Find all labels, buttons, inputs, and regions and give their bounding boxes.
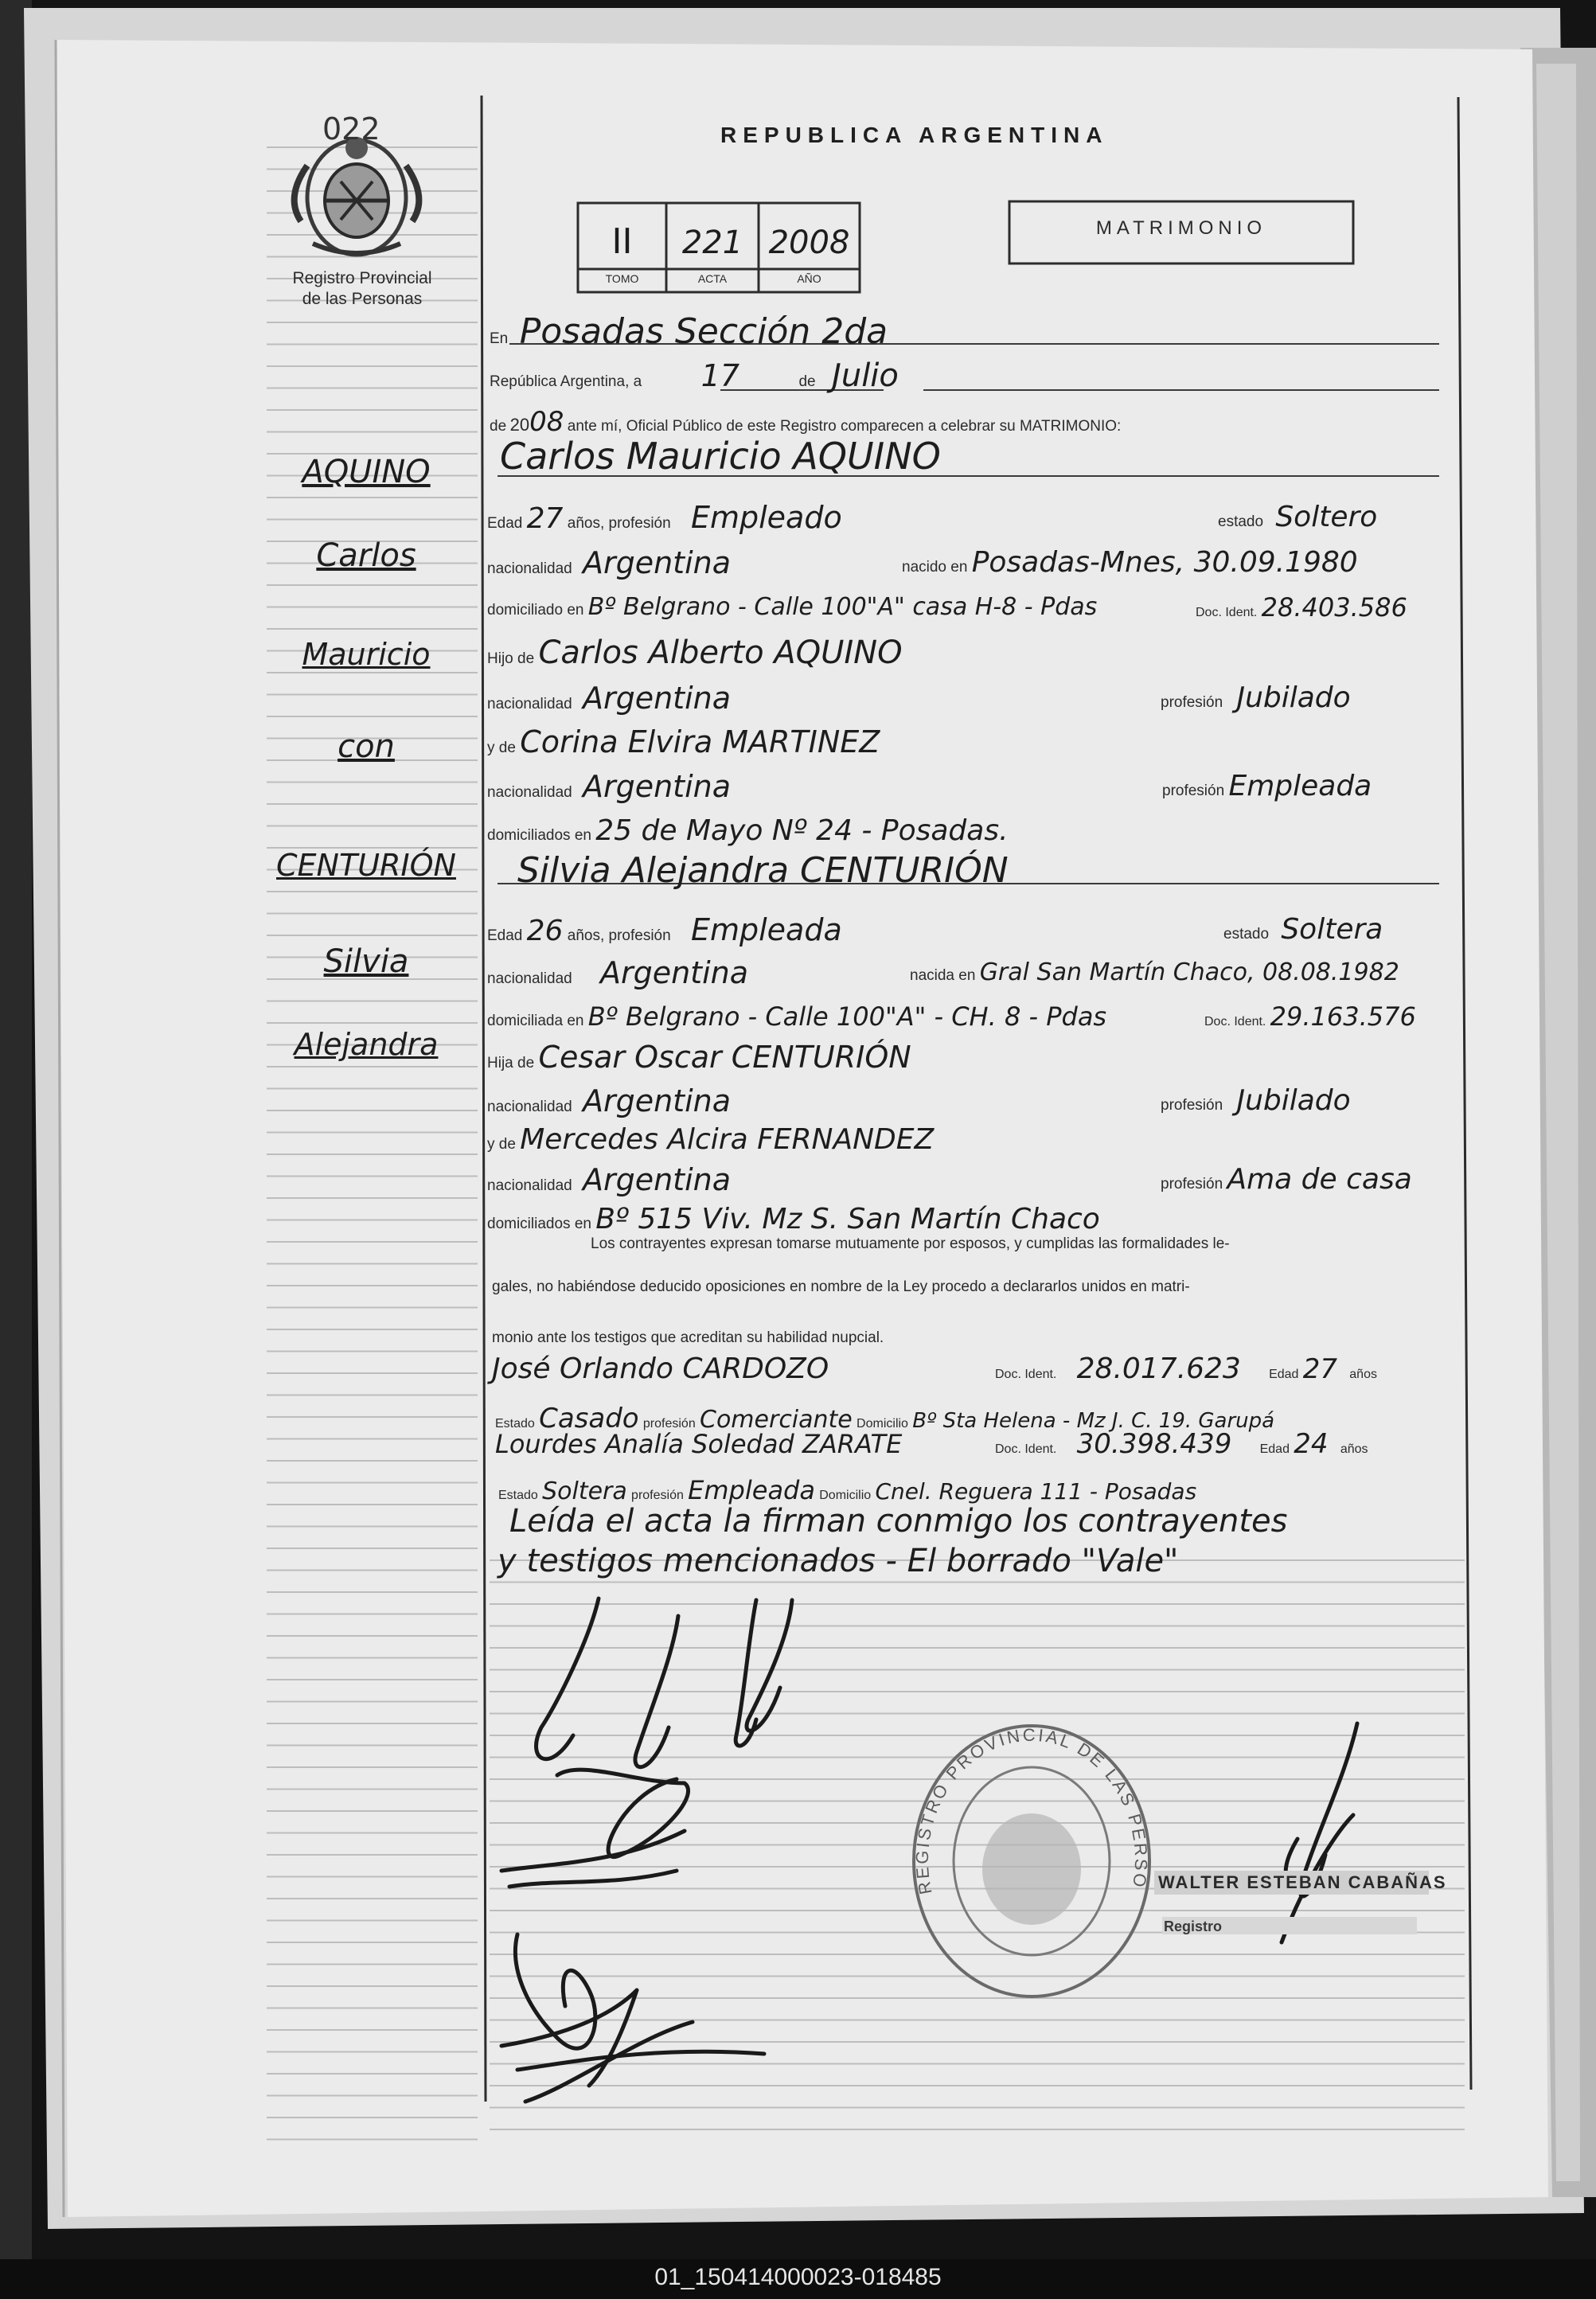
label-nacionalidad: nacionalidad [487,560,572,577]
label-republica: República Argentina, a [490,373,642,390]
spouse1-birth: Posadas-Mnes, 30.09.1980 [971,546,1358,579]
spouse1-estado: Soltero [1275,501,1378,533]
spouse2-mother-profession: Ama de casa [1227,1163,1412,1196]
label-de-year: de [490,418,507,435]
witness2-doc: 30.398.439 [1076,1428,1232,1460]
act-day: 17 [700,358,739,393]
spouse1-parents-domicile: 25 de Mayo Nº 24 - Posadas. [595,814,1009,847]
witness2-profession: Empleada [688,1475,815,1505]
spouse1-mother-profession: Empleada [1228,770,1372,802]
spouse2-domicile: Bº Belgrano - Calle 100"A" - CH. 8 - Pdas [587,1001,1107,1032]
label-doc-ident: Doc. Ident. [1204,1015,1266,1028]
statement-line1: Los contrayentes expresan tomarse mutuamente por esposos, y cumplidas las formalidades le- [591,1235,1230,1252]
spouse2-mother-nationality: Argentina [582,1162,732,1197]
label-estado: estado [1218,513,1264,530]
label-nacionalidad: nacionalidad [487,696,572,712]
label-profesion: profesión [642,1417,696,1431]
witness1-domicile: Bº Sta Helena - Mz J. C. 19. Garupá [912,1409,1275,1433]
witness1-estado: Casado [539,1403,639,1434]
witness1-age: 27 [1302,1353,1337,1385]
act-intro: ante mí, Oficial Público de este Registro comparecen a celebrar su MATRIMONIO: [567,418,1122,435]
spouse2-father-nationality: Argentina [582,1083,732,1118]
label-domiciliado: domiciliado en [487,602,584,619]
label-edad: Edad [1259,1442,1290,1456]
label-domicilio: Domicilio [857,1417,908,1431]
spouse2-parents-domicile: Bº 515 Viv. Mz S. San Martín Chaco [595,1203,1100,1235]
page-number: 022 [322,111,380,146]
margin-name: Alejandra [294,1027,439,1062]
margin-name: con [338,728,395,765]
spouse1-name: Carlos Mauricio AQUINO [500,435,941,478]
spouse1-father-nationality: Argentina [582,681,732,716]
ano-label: AÑO [797,272,821,285]
registry-name-line1: Registro Provincial [292,269,432,287]
label-estado: Estado [498,1489,538,1502]
act-year-suffix: 08 [529,406,564,438]
label-y-de: y de [487,740,516,756]
label-anos: años [1340,1442,1368,1456]
spouse1-nationality: Argentina [582,545,732,580]
spouse1-father: Carlos Alberto AQUINO [538,634,903,671]
closing-line2: y testigos mencionados - El borrado "Vale" [498,1543,1179,1579]
witness1-profession: Comerciante [700,1406,853,1434]
label-hija-de: Hija de [487,1055,535,1071]
spouse1-age: 27 [526,502,564,535]
spouse1-doc: 28.403.586 [1261,592,1407,623]
label-nacionalidad: nacionalidad [487,970,572,987]
spouse1-profession: Empleado [690,500,842,535]
label-anos-profesion: años, profesión [567,927,671,944]
margin-name: AQUINO [302,454,431,490]
witness2-domicile: Cnel. Reguera 111 - Posadas [875,1478,1197,1505]
tomo-value: II [611,221,633,262]
spouse1-father-profession: Jubilado [1236,681,1351,714]
spouse2-father-profession: Jubilado [1236,1084,1351,1117]
label-nacionalidad: nacionalidad [487,1177,572,1194]
margin-name: Carlos [316,537,416,574]
spouse2-nationality: Argentina [599,955,749,990]
spouse1-mother-nationality: Argentina [582,769,732,804]
official-title: Registro [1164,1918,1223,1934]
record-type-label: MATRIMONIO [1095,217,1267,239]
label-edad: Edad [487,515,523,532]
label-profesion: profesión [631,1489,684,1502]
label-domiciliados: domiciliados en [487,1216,591,1232]
spouse1-mother: Corina Elvira MARTINEZ [520,724,880,759]
label-nacionalidad: nacionalidad [487,784,572,801]
label-doc-ident: Doc. Ident. [1196,606,1258,619]
spouse2-doc: 29.163.576 [1270,1001,1416,1032]
label-profesion: profesión [1161,694,1223,711]
closing-line1: Leída el acta la firman conmigo los contrayentes [509,1503,1288,1540]
margin-name: Silvia [323,943,409,980]
spouse2-estado: Soltera [1281,913,1383,946]
spouse1-domicile: Bº Belgrano - Calle 100"A" casa H-8 - Pdas [587,593,1098,621]
spouse2-birth: Gral San Martín Chaco, 08.08.1982 [979,958,1399,986]
margin-name: CENTURIÓN [276,848,456,883]
witness1-name: José Orlando CARDOZO [492,1352,829,1385]
label-profesion: profesión [1162,783,1225,799]
spouse2-profession: Empleada [690,912,842,947]
official-name: WALTER ESTEBAN CABAÑAS [1158,1872,1447,1892]
acta-value: 221 [681,224,743,261]
label-domiciliados: domiciliados en [487,827,591,844]
act-year-prefix: 20 [509,415,530,435]
statement-line2: gales, no habiéndose deducido oposiciones en nombre de la Ley procedo a declararlos unidos en matri- [492,1278,1190,1295]
label-edad: Edad [1269,1368,1299,1381]
witness1-doc: 28.017.623 [1076,1352,1241,1385]
label-doc-ident: Doc. Ident. [995,1368,1057,1381]
statement-line3: monio ante los testigos que acreditan su habilidad nupcial. [492,1329,884,1346]
label-hijo-de: Hijo de [487,650,535,667]
label-profesion: profesión [1161,1097,1223,1114]
tomo-label: TOMO [605,272,639,285]
witness2-name: Lourdes Analía Soledad ZARATE [495,1429,903,1459]
label-anos-profesion: años, profesión [567,515,671,532]
label-domicilio: Domicilio [819,1489,872,1502]
label-en: En [490,330,509,347]
spouse2-father: Cesar Oscar CENTURIÓN [538,1040,911,1075]
label-de-month: de [798,373,816,390]
label-anos: años [1349,1368,1377,1381]
label-edad: Edad [487,927,523,944]
label-y-de: y de [487,1136,516,1153]
label-estado: Estado [495,1417,535,1431]
label-nacido-en: nacido en [902,559,968,576]
seal-text: REGISTRO PROVINCIAL DE LAS PERSO [911,1724,1152,1896]
file-id: 01_150414000023-018485 [654,2264,942,2290]
act-place: Posadas Sección 2da [519,311,888,352]
label-profesion: profesión [1161,1176,1223,1192]
acta-label: ACTA [697,272,728,285]
label-estado: estado [1223,926,1270,943]
label-domiciliada: domiciliada en [487,1013,584,1029]
act-month: Julio [832,357,899,394]
spouse2-age: 26 [526,915,564,947]
spouse2-name: Silvia Alejandra CENTURIÓN [517,850,1009,891]
witness2-estado: Soltera [542,1477,627,1505]
registry-name-line2: de las Personas [302,290,423,308]
margin-name: Mauricio [302,637,431,672]
witness2-age: 24 [1294,1428,1329,1460]
country-heading: REPUBLICA ARGENTINA [720,123,1109,147]
label-nacionalidad: nacionalidad [487,1099,572,1115]
label-doc-ident: Doc. Ident. [995,1442,1057,1456]
spouse2-mother: Mercedes Alcira FERNANDEZ [520,1123,935,1156]
label-nacida-en: nacida en [910,967,976,984]
ano-value: 2008 [768,224,850,261]
